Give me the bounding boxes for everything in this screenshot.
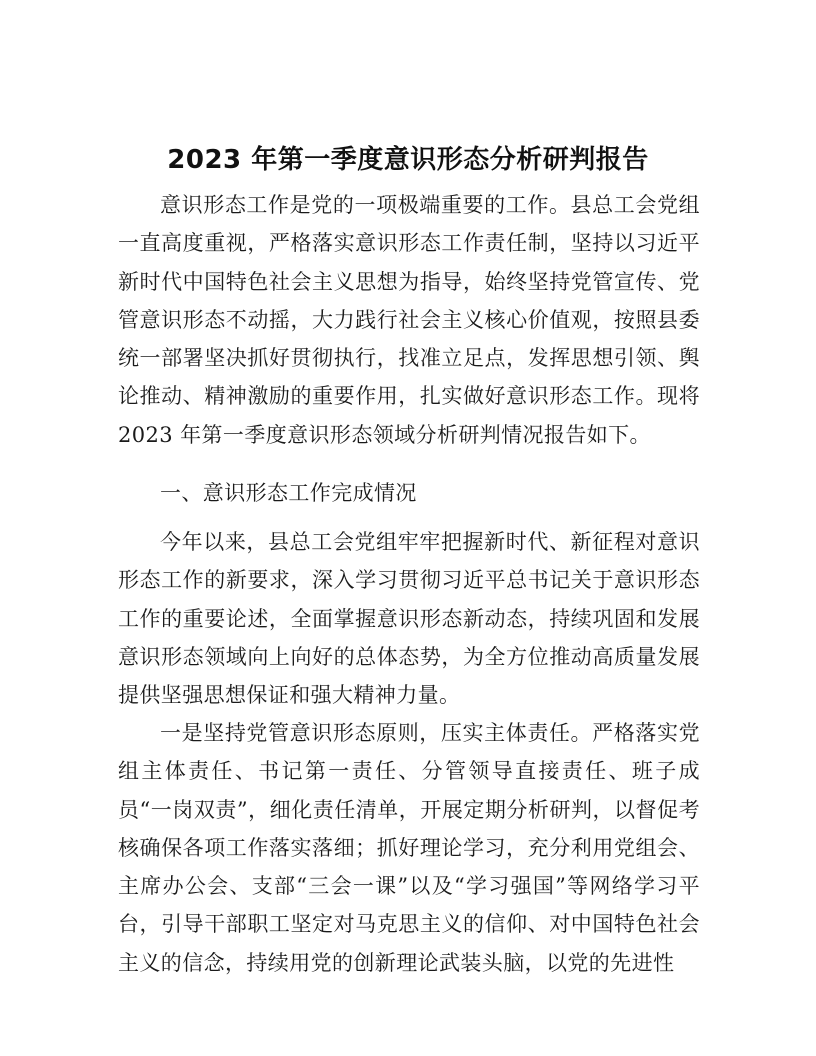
- paragraph-intro: 意识形态工作是党的一项极端重要的工作。县总工会党组一直高度重视，严格落实意识形态工作责任制，坚持以习近平新时代中国特色社会主义思想为指导，始终坚持党管宣传、党管意识形态不动摇，大力践行社会主义核心价值观，按照县委统一部署坚决抓好贯彻执行，找准立足点，发挥思想引领、舆论推动、精神激励的重要作用，扎实做好意识形态工作。现将 2023 年第一季度意识形态领域分析研判情况报告如下。: [118, 193, 700, 447]
- paragraph-section-1-overview: 今年以来，县总工会党组牢牢把握新时代、新征程对意识形态工作的新要求，深入学习贯彻习近平总书记关于意识形态工作的重要论述，全面掌握意识形态新动态，持续巩固和发展意识形态领域向上向好的总体态势，为全方位推动高质量发展提供坚强思想保证和强大精神力量。: [118, 530, 700, 708]
- paragraph-section-1-point-1: 一是坚持党管意识形态原则，压实主体责任。严格落实党组主体责任、书记第一责任、分管领导直接责任、班子成员“一岗双责”，细化责任清单，开展定期分析研判，以督促考核确保各项工作落实落细；抓好理论学习，充分利用党组会、主席办公会、支部“三会一课”以及“学习强国”等网络学习平台，引导干部职工坚定对马克思主义的信仰、对中国特色社会主义的信念，持续用党的创新理论武装头脑，以党的先进性: [118, 721, 700, 975]
- section-heading-1: 一、意识形态工作完成情况: [160, 481, 417, 505]
- document-title: 2023 年第一季度意识形态分析研判报告: [167, 145, 649, 175]
